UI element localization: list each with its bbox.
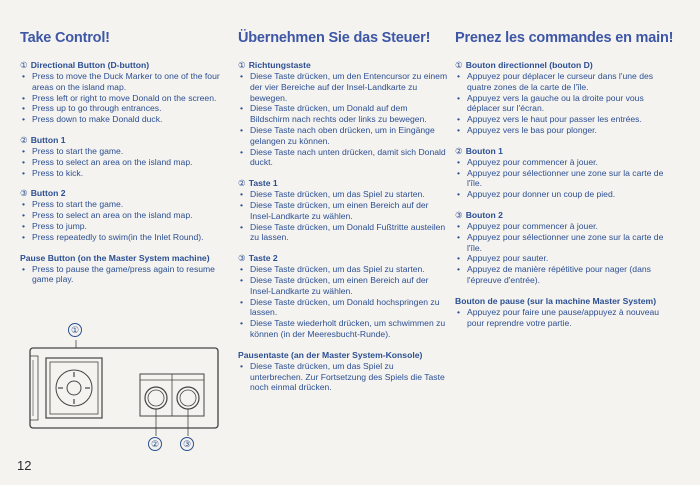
list-item: • Press to start the game. [20,199,225,210]
bullet-list [20,71,225,125]
section-number: ② [455,145,463,156]
page-number: 12 [17,458,32,473]
section-heading-text: Pause Button (on the Master System machine) [20,252,210,263]
bullet-list [455,157,670,200]
german-column [238,30,448,403]
section-number: ② [20,134,28,145]
bullet-list [455,221,670,286]
list-item: • Press to kick. [20,168,225,179]
list-item: • Appuyez pour faire une pause/appuyez à nouveau pour reprendre votre partie. [455,307,670,329]
list-item: • Appuyez pour commencer à jouer. [455,157,670,168]
section-block [455,296,670,329]
section-number: ③ [20,188,28,199]
list-item: • Appuyez vers la gauche ou la droite pour vous déplacer sur l'écran. [455,93,670,115]
list-item: • Press to start the game. [20,146,225,157]
section-heading [455,296,670,307]
list-item: • Appuyez pour déplacer le curseur dans l'une des quatre zones de la carte de l'île. [455,71,670,93]
section-number: ③ [238,253,246,264]
list-item: • Press repeatedly to swim(in the Inlet Round). [20,232,225,243]
bullet-list [238,264,448,340]
list-item: • Diese Taste drücken, um einen Bereich auf der Insel-Landkarte zu wählen. [238,275,448,297]
section-number: ① [455,60,463,70]
section-heading-text: Directional Button (D-button) [30,60,150,70]
list-item: • Diese Taste drücken, um das Spiel zu starten. [238,189,448,200]
section-heading [455,146,670,157]
list-item: • Press to jump. [20,221,225,232]
list-item: • Press down to make Donald duck. [20,114,225,125]
list-item: • Press left or right to move Donald on the screen. [20,93,225,104]
german-title: Übernehmen Sie das Steuer! [238,30,431,46]
section-heading [238,350,448,361]
list-item: • Appuyez vers le haut pour passer les entrées. [455,114,670,125]
list-item: • Press up to go through entrances. [20,103,225,114]
section-block [20,253,225,286]
section-number: ② [238,178,246,189]
section-block [238,60,448,168]
list-item: • Diese Taste drücken, um Donald hochspringen zu lassen. [238,297,448,319]
list-item: • Diese Taste nach oben drücken, um in Eingänge gelangen zu können. [238,125,448,147]
section-block [455,146,670,200]
section-block [20,188,225,242]
section-block [455,210,670,286]
bullet-list [238,189,448,243]
section-heading [20,135,225,146]
german-sections [238,60,448,393]
list-item: • Press to pause the game/press again to resume game play. [20,264,225,286]
section-block [238,178,448,243]
section-heading-text: Richtungstaste [248,60,311,70]
controller-illustration [28,320,228,460]
section-number: ① [238,60,246,70]
section-block [238,350,448,393]
section-block [455,60,670,136]
section-heading [455,60,670,71]
list-item: • Diese Taste drücken, um Donald auf dem Bildschirm nach rechts oder links zu bewegen. [238,103,448,125]
list-item: • Appuyez de manière répétitive pour nager (dans l'épreuve d'entrée). [455,264,670,286]
list-item: • Diese Taste drücken, um einen Bereich auf der Insel-Landkarte zu wählen. [238,200,448,222]
french-sections [455,60,670,328]
bullet-list [20,146,225,178]
callout-2: ② [148,437,162,451]
section-heading-text: Taste 1 [248,178,278,189]
list-item: • Appuyez pour donner un coup de pied. [455,189,670,200]
section-heading [20,60,225,71]
section-heading-text: Bouton directionnel (bouton D) [465,60,593,70]
section-heading-text: Button 2 [30,188,66,199]
bullet-list [238,71,448,168]
list-item: • Press to select an area on the island map. [20,210,225,221]
french-column [455,30,674,338]
section-heading [238,253,448,264]
section-heading-text: Pausentaste (an der Master System-Konsole) [238,349,423,360]
section-number: ③ [455,209,463,220]
section-heading-text: Bouton 1 [465,145,503,156]
list-item: • Appuyez vers le bas pour plonger. [455,125,670,136]
section-heading-text: Taste 2 [248,253,278,264]
callout-3: ③ [180,437,194,451]
bullet-list [20,264,225,286]
section-number: ① [20,60,28,70]
section-block [20,135,225,178]
list-item: • Appuyez pour commencer à jouer. [455,221,670,232]
list-item: • Appuyez pour sélectionner une zone sur la carte de l'île. [455,168,670,190]
list-item: • Press to select an area on the island map. [20,157,225,168]
list-item: • Appuyez pour sélectionner une zone sur la carte de l'île. [455,232,670,254]
list-item: • Press to move the Duck Marker to one of the four areas on the island map. [20,71,225,93]
list-item: • Diese Taste drücken, um Donald Fußtritte austeilen zu lassen. [238,222,448,244]
list-item: • Diese Taste nach unten drücken, damit sich Donald duckt. [238,147,448,169]
list-item: • Appuyez pour sauter. [455,253,670,264]
section-heading-text: Bouton 2 [465,209,503,220]
section-heading [455,210,670,221]
section-heading-text: Bouton de pause (sur la machine Master System) [455,295,657,306]
section-block [20,60,225,125]
english-column [20,30,225,295]
list-item: • Diese Taste drücken, um den Entencursor zu einem der vier Bereiche auf der Insel-Landkarte zu bewegen. [238,71,448,103]
section-heading [20,188,225,199]
section-heading [238,60,448,71]
callout-1: ① [68,323,82,337]
section-heading [20,253,225,264]
french-title: Prenez les commandes en main! [455,30,674,46]
english-sections [20,60,225,285]
section-heading-text: Button 1 [30,134,66,145]
section-block [238,253,448,340]
controller-drawing [28,320,228,460]
list-item: • Diese Taste drücken, um das Spiel zu starten. [238,264,448,275]
bullet-list [238,361,448,393]
bullet-list [455,307,670,329]
list-item: • Diese Taste drücken, um das Spiel zu unterbrechen. Zur Fortsetzung des Spiels die Taste noch einmal drücken. [238,361,448,393]
english-title: Take Control! [20,30,110,46]
list-item: • Diese Taste wiederholt drücken, um schwimmen zu können (in der Meeresbucht-Runde). [238,318,448,340]
bullet-list [455,71,670,136]
bullet-list [20,199,225,242]
section-heading [238,178,448,189]
